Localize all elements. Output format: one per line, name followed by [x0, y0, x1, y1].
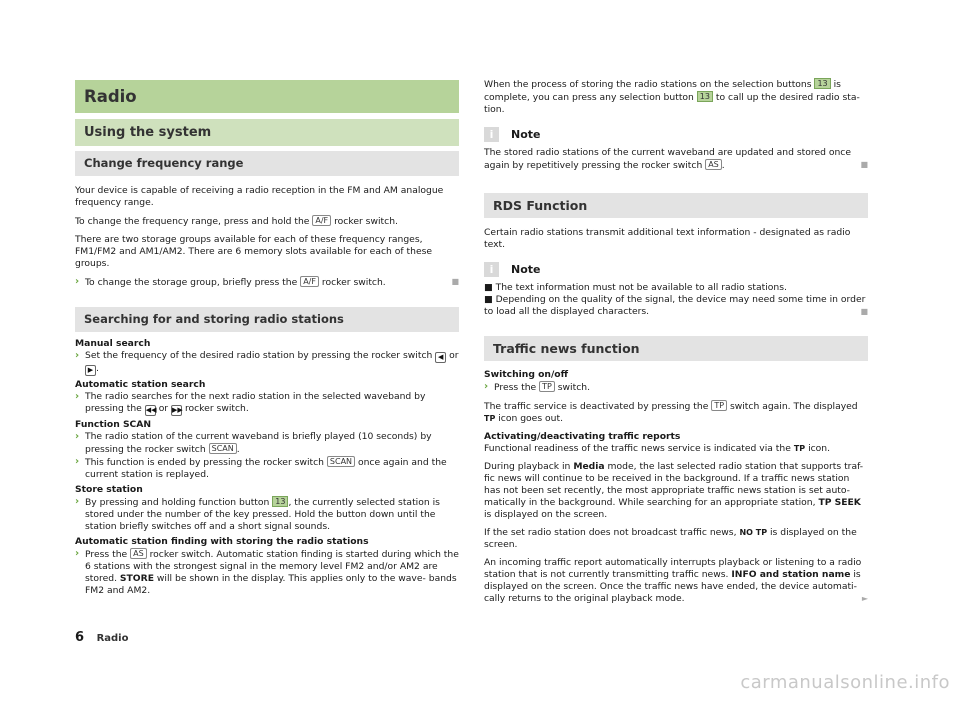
af-key: A/F — [300, 276, 319, 287]
tp-key: TP — [711, 400, 727, 411]
sub-heading: Store station — [75, 484, 143, 495]
left-column — [75, 80, 459, 597]
section-heading: Using the system — [75, 119, 459, 146]
tp-icon: TP — [793, 444, 806, 453]
step: › Press the TP switch. — [484, 381, 591, 393]
paragraph: Your device is capable of receiving a radio reception in the FM and AM analogue frequency range. — [75, 185, 444, 208]
paragraph: During playback in Media mode, the last selected radio station that supports traf- fic news will continue to be received in the background. If a traffic news station has not been set recently, the most appropriate traffic news station is set auto- matically in the background. While searching for an appropriate station, TP SEEK is displayed on the screen. — [484, 461, 864, 520]
left-rocker-icon: ◀ — [435, 352, 446, 363]
paragraph: If the set radio station does not broadcast traffic news, NO TP is displayed on the screen. — [484, 527, 857, 550]
footer-section: Radio — [96, 633, 129, 644]
info-icon: i — [484, 127, 499, 142]
note-header: i Note — [484, 126, 868, 144]
arrow-icon: › — [75, 456, 80, 467]
step: › Press the AS rocker switch. Automatic station finding is started during which the 6 stations with the strongest signal in the memory level FM2 and/or AM2 are stored. STORE will be shown in the display. This applies only to the wave- bands FM2 and AM2. — [75, 548, 459, 596]
subsection-heading-frequency: Change frequency range — [75, 151, 459, 176]
sub-heading: Automatic station finding with storing the radio stations — [75, 536, 369, 547]
fast-forward-icon: ▶▶ — [172, 406, 183, 414]
step: › This function is ended by pressing the rocker switch SCAN once again and the current station is replayed. — [75, 456, 447, 480]
page-footer — [75, 630, 128, 645]
tp-icon: TP — [484, 414, 496, 423]
arrow-icon: › — [75, 350, 80, 361]
paragraph: Certain radio stations transmit additional text information - designated as radio text. — [484, 227, 851, 250]
info-icon: i — [484, 262, 499, 277]
end-marker-icon: ■ — [860, 307, 868, 316]
sub-heading: Switching on/off — [484, 369, 569, 380]
rewind-icon: ◀◀ — [145, 406, 157, 414]
sub-heading: Manual search — [75, 338, 151, 349]
as-key: AS — [130, 548, 147, 559]
arrow-icon: › — [484, 381, 489, 392]
tp-key: TP — [539, 381, 555, 392]
arrow-icon: › — [75, 391, 80, 402]
arrow-icon: › — [75, 431, 80, 442]
note-text: The stored radio stations of the current waveband are updated and stored once again by repetitively pressing the rocker switch AS . ■ — [484, 147, 868, 171]
af-key: A/F — [312, 215, 331, 226]
subsection-heading-rds: RDS Function — [484, 193, 868, 218]
right-column — [484, 78, 868, 605]
note-bullet: ■ The text information must not be available to all radio stations. — [484, 282, 787, 293]
step: › The radio searches for the next radio station in the selected waveband by pressing the ◀◀ or ▶▶ rocker switch. — [75, 391, 426, 414]
step: › By pressing and holding function button 13 , the currently selected station is stored under the number of the key pressed. Hold the button down until the station briefly switches off and a short signal sounds. — [75, 496, 440, 532]
paragraph: When the process of storing the radio stations on the selection buttons 13 is complete, you can press any selection button 13 to call up the desired radio sta- tion. — [484, 79, 860, 115]
paragraph: Functional readiness of the traffic news service is indicated via the TP icon. — [484, 443, 831, 454]
subsection-heading-traffic: Traffic news function — [484, 336, 868, 361]
step: › The radio station of the current waveband is briefly played (10 seconds) by pressing the rocker switch SCAN . — [75, 431, 432, 455]
scan-key: SCAN — [327, 456, 355, 467]
paragraph: There are two storage groups available for each of these frequency ranges, FM1/FM2 and AM1/AM2. There are 6 memory slots available for each of these groups. — [75, 234, 433, 269]
no-tp-icon: NO TP — [739, 528, 768, 537]
paragraph: The traffic service is deactivated by pressing the TP switch again. The displayed TP icon goes out. — [484, 401, 858, 424]
arrow-icon: › — [75, 496, 80, 507]
end-marker-icon: ■ — [860, 160, 868, 169]
step: › Set the frequency of the desired radio station by pressing the rocker switch ◀ or ▶ . — [75, 350, 459, 374]
arrow-icon: › — [75, 276, 80, 287]
station-button-key: 13 — [697, 91, 713, 102]
right-rocker-icon: ▶ — [85, 365, 96, 376]
sub-heading: Automatic station search — [75, 379, 206, 390]
page-number: 6 — [75, 630, 85, 645]
station-button-key: 13 — [814, 78, 830, 89]
as-key: AS — [705, 159, 722, 170]
continue-marker-icon: ► — [861, 594, 868, 603]
station-button-key: 13 — [272, 496, 288, 507]
watermark: carmanualsonline.info — [740, 672, 950, 693]
sub-heading: Function SCAN — [75, 419, 152, 430]
step: › To change the storage group, briefly press the A/F rocker switch. ■ — [75, 276, 459, 288]
scan-key: SCAN — [209, 443, 237, 454]
end-marker-icon: ■ — [451, 277, 459, 286]
subsection-heading-searching: Searching for and storing radio stations — [75, 307, 459, 332]
note-bullet: ■ Depending on the quality of the signal, the device may need some time in order to load all the displayed characters. ■ — [484, 294, 868, 317]
page-heading: Radio — [75, 80, 459, 113]
sub-heading: Activating/deactivating traffic reports — [484, 431, 681, 442]
paragraph: To change the frequency range, press and hold the A/F rocker switch. — [75, 216, 398, 227]
paragraph: An incoming traffic report automatically interrupts playback or listening to a radio station that is not currently transmitting traffic news. INFO and station name is displayed on the screen. Once the traffic news have ended, the device automati- cally returns to the original playback mode. ► — [484, 557, 868, 604]
note-header: i Note — [484, 261, 868, 279]
arrow-icon: › — [75, 548, 80, 559]
